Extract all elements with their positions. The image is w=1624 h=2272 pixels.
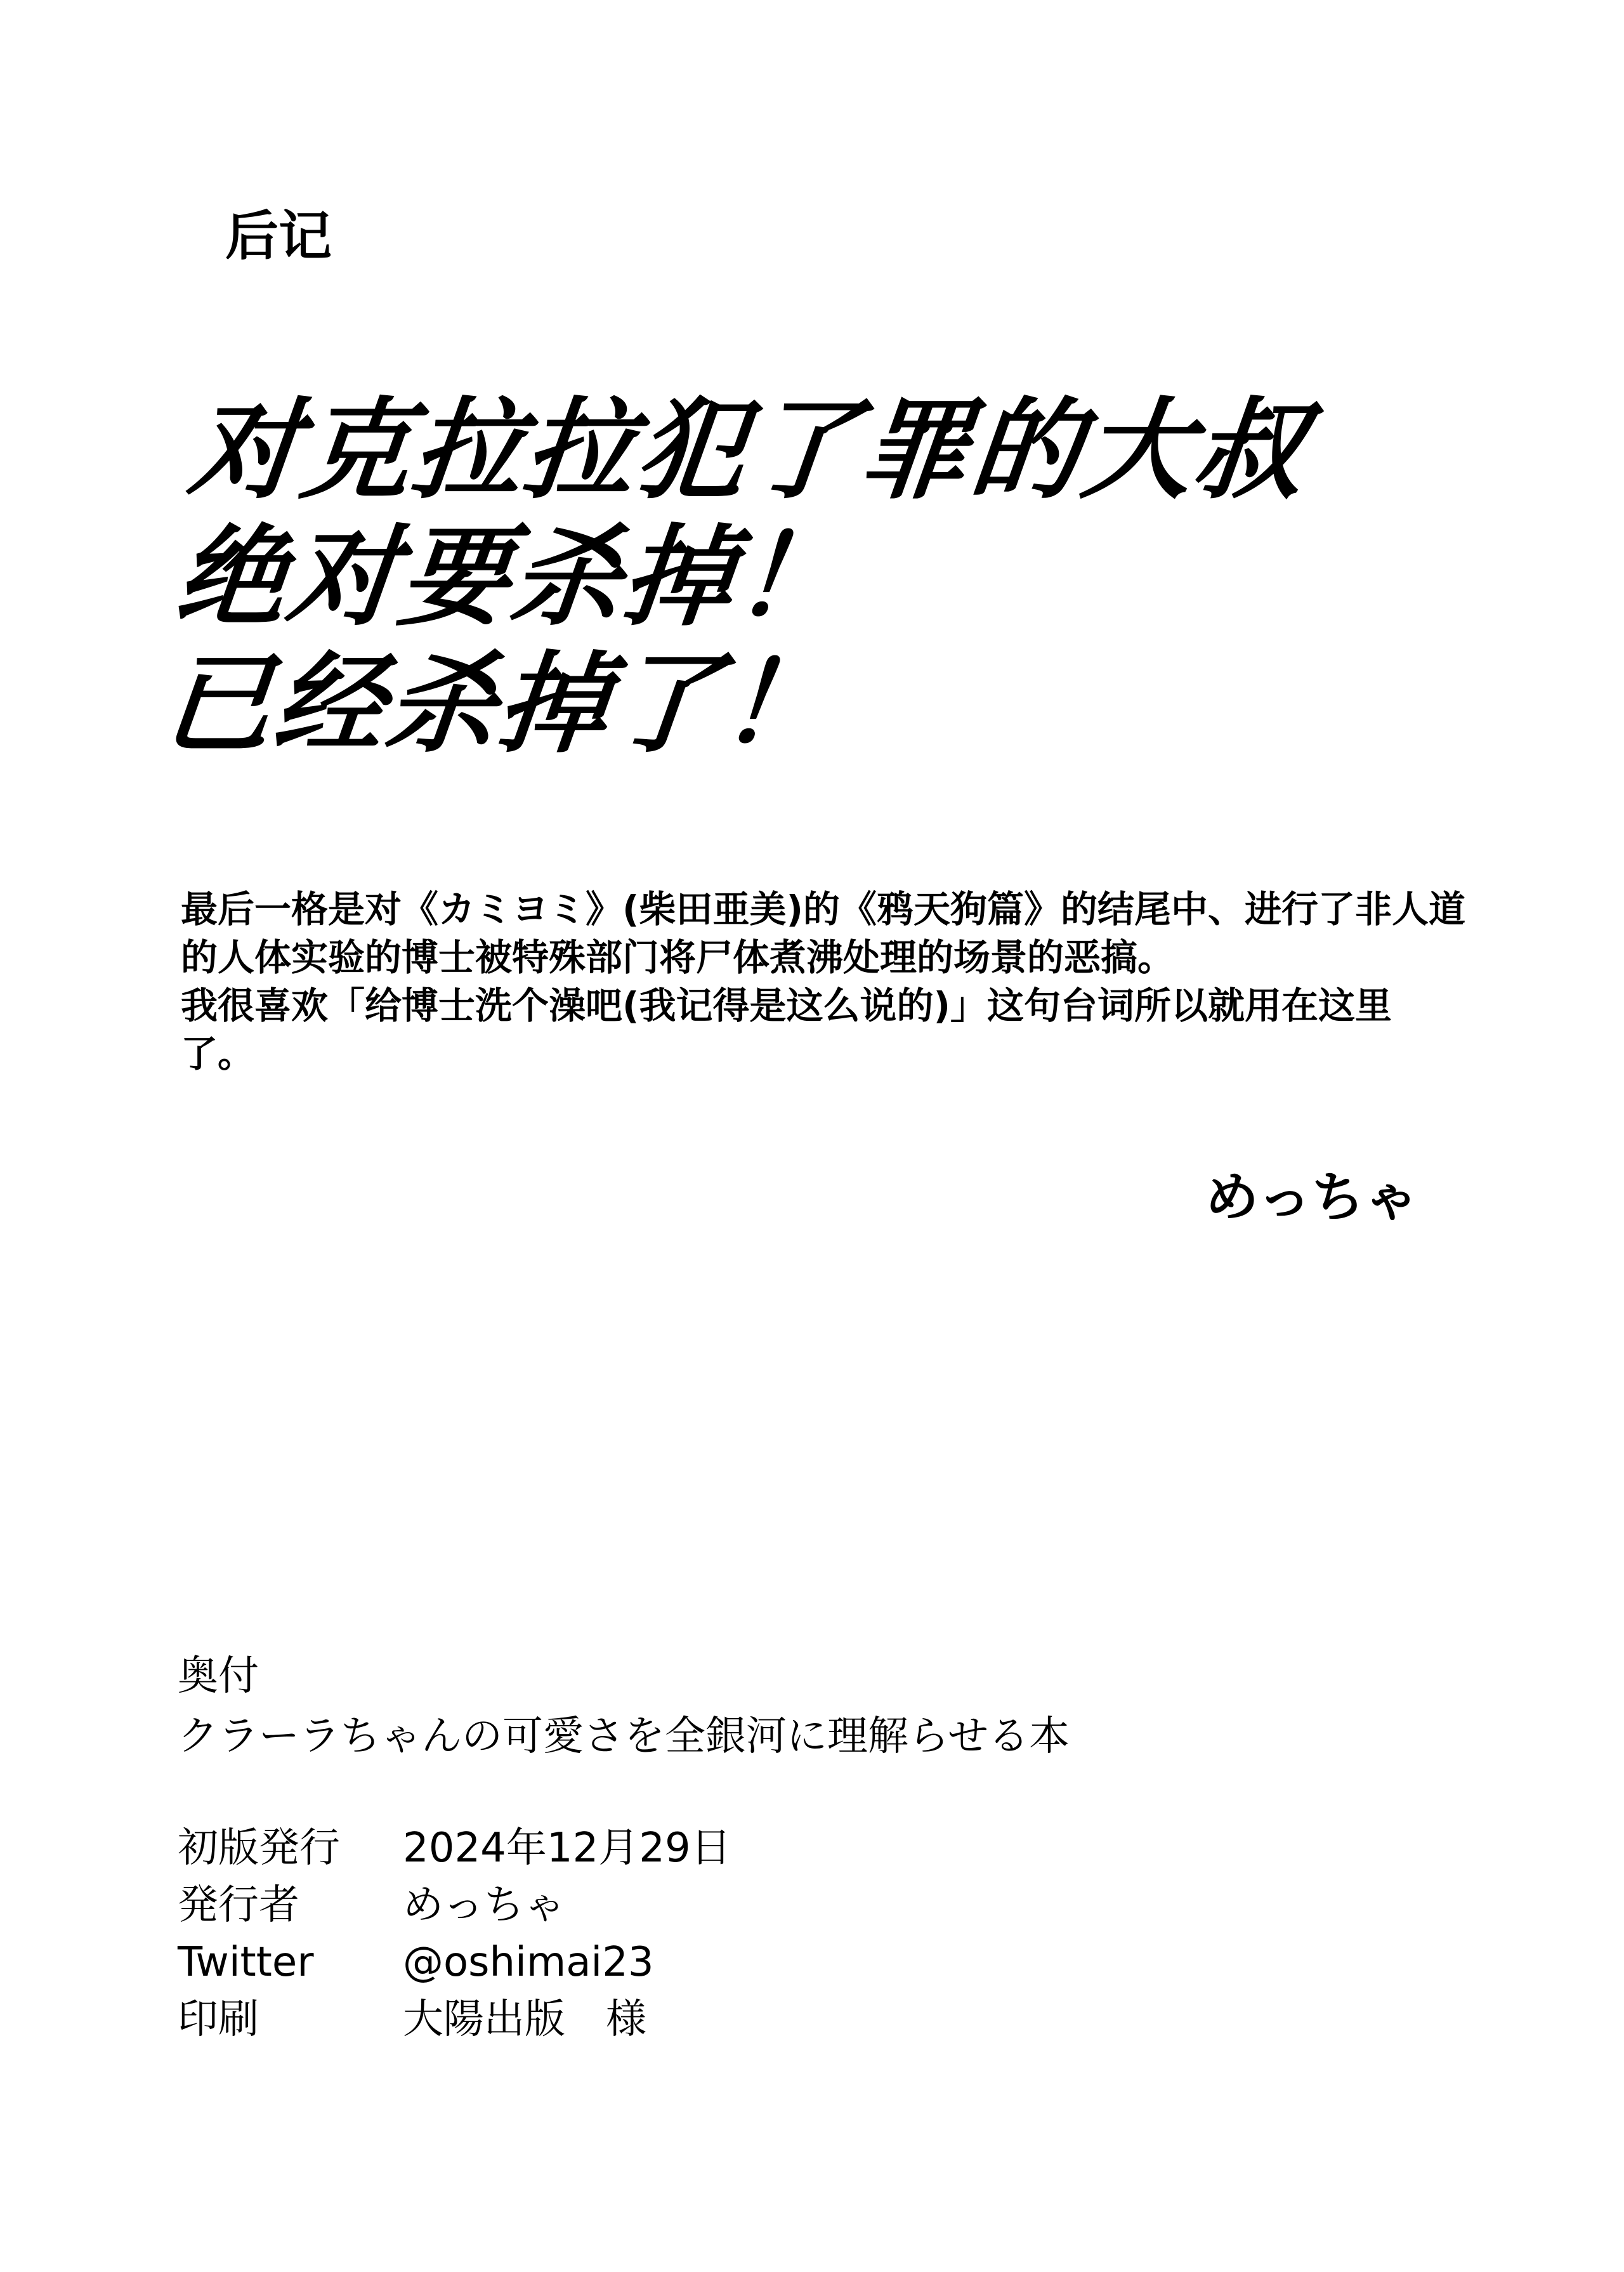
colophon-label: 発行者	[178, 1882, 299, 1929]
colophon-value: 大陽出版 様	[403, 1996, 646, 2043]
colophon-row-printing	[178, 1991, 731, 2048]
twitter-handle: @oshimai23	[403, 1939, 654, 1986]
book-title: クラーラちゃんの可愛さを全銀河に理解らせる本	[178, 1713, 1070, 1760]
notes-line: 了。	[181, 1032, 255, 1075]
headline-line: 已经杀掉了！	[156, 640, 841, 768]
headline-line: 对克拉拉犯了罪的大叔	[183, 386, 1314, 514]
colophon-value: めっちゃ	[403, 1882, 565, 1929]
headline	[157, 387, 1313, 768]
afterword-heading: 后记	[225, 205, 332, 267]
colophon-table	[178, 1820, 731, 2048]
author-signature: めっちゃ	[1205, 1166, 1418, 1228]
colophon-row-twitter	[178, 1934, 731, 1991]
notes-line: 最后一格是对《カミヨミ》(柴田亜美)的《鸦天狗篇》的结尾中、进行了非人道	[181, 888, 1466, 931]
notes-line: 我很喜欢「给博士洗个澡吧(我记得是这么说的)」这句台词所以就用在这里	[181, 984, 1392, 1027]
notes-line: 的人体实验的博士被特殊部门将尸体煮沸处理的场景的恶搞。	[181, 936, 1175, 979]
colophon-label: 印刷	[178, 1996, 259, 2043]
headline-line: 绝对要杀掉！	[169, 513, 854, 641]
colophon-row-first-edition	[178, 1820, 731, 1877]
afterword-notes	[181, 885, 1465, 1078]
colophon-label: 初版発行	[178, 1825, 340, 1872]
colophon-row-publisher	[178, 1877, 731, 1934]
colophon-heading: 奥付	[178, 1653, 259, 1700]
colophon-value: 2024年12月29日	[403, 1825, 731, 1872]
colophon-label: Twitter	[178, 1939, 314, 1986]
